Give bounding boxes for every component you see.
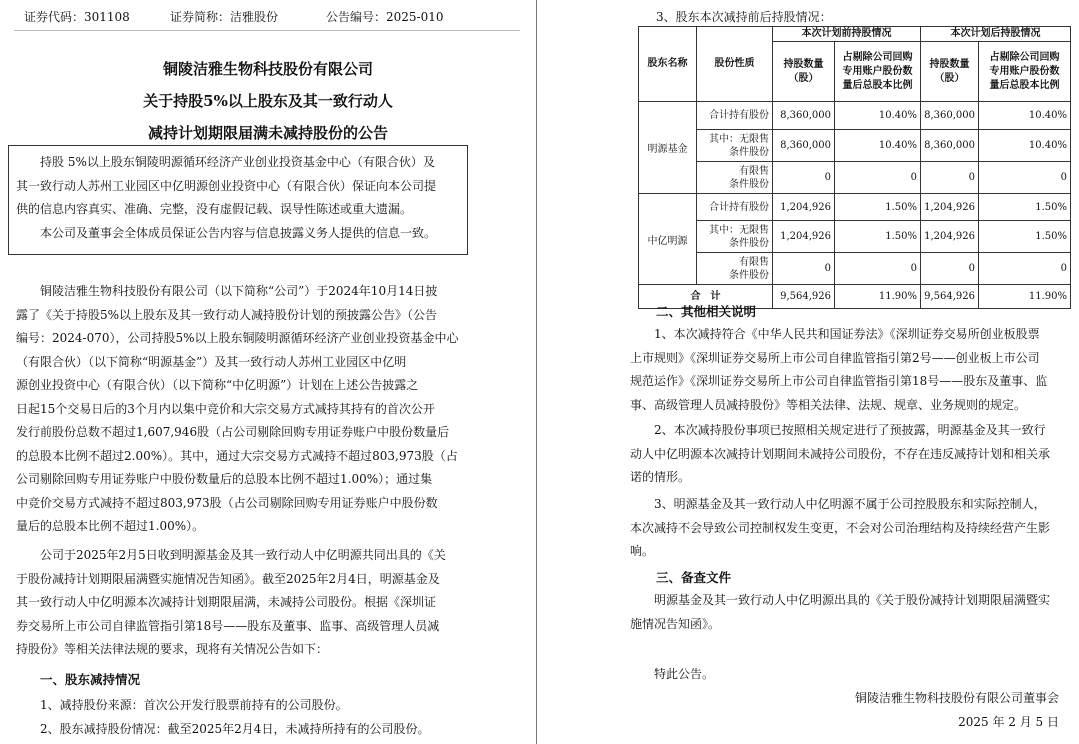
shares-before: 1,204,926 <box>773 194 835 221</box>
para-line: 明源基金及其一致行动人中亿明源出具的《关于股份减持计划期限届满暨实 <box>654 593 1051 607</box>
total-ratio-after: 11.90% <box>979 285 1071 309</box>
group-header-after: 本次计划后持股情况 <box>921 27 1071 42</box>
table-row <box>639 102 1071 130</box>
para-line: 事、高级管理人员减持股份》等相关法律、法规、规章、业务规则的规定。 <box>630 397 1027 412</box>
para-line: 日起15个交易日后的3个月内以集中竞价和大宗交易方式减持其持有的首次公开 <box>16 401 435 416</box>
ratio-before: 1.50% <box>835 194 921 221</box>
para-line: 中竞价交易方式减持不超过803,973股（占公司剔除回购专用证券账户中股份数 <box>16 495 438 510</box>
shares-after: 0 <box>921 253 979 285</box>
para-line: 于股份减持计划期限届满暨实施情况告知函》。截至2025年2月4日，明源基金及 <box>16 571 440 586</box>
para-line: 公司剔除回购专用证券账户中股份数量后的总股本比例不超过1.00%）；通过集 <box>16 472 433 486</box>
section-heading-1: 一、股东减持情况 <box>40 672 141 687</box>
para-line: 券交易所上市公司自律监管指引第18号——股东及董事、监事、高级管理人员减 <box>16 618 440 633</box>
ratio-after: 0 <box>979 162 1071 194</box>
para-line: 规范运作》《深圳证券交易所上市公司自律监管指引第18号——股东及董事、监 <box>630 374 1048 388</box>
para-line: 3、明源基金及其一致行动人中亿明源不属于公司控股股东和实际控制人， <box>654 497 1046 511</box>
para-line: 诺的情形。 <box>630 470 691 484</box>
shares-before: 8,360,000 <box>773 102 835 130</box>
shares-before: 0 <box>773 162 835 194</box>
notification-paragraph <box>16 544 526 662</box>
closing-statement: 特此公告。 <box>654 667 715 681</box>
share-nature: 有限售 条件股份 <box>697 162 773 194</box>
announcement-title-line2: 减持计划期限届满未减持股份的公告 <box>147 124 388 142</box>
share-nature: 合计持有股份 <box>697 194 773 221</box>
para-line: 源创业投资中心（有限合伙）（以下简称“中亿明源”）计划在上述公告披露之 <box>16 378 419 392</box>
para-line: 持股份》等相关法律法规的要求，现将有关情况公告如下： <box>16 642 329 656</box>
para-line: 上市规则》《深圳证券交易所上市公司自律监管指引第2号——创业板上市公司 <box>630 350 1040 365</box>
para-line: 2、本次减持股份事项已按照相关规定进行了预披露，明源基金及其一致行 <box>654 423 1046 437</box>
disclosure-notice <box>16 151 464 245</box>
share-nature: 其中：无限售 条件股份 <box>697 130 773 162</box>
right-page <box>538 0 1079 744</box>
table-row <box>639 194 1071 221</box>
shares-after: 1,204,926 <box>921 194 979 221</box>
para-line: 动人中亿明源本次减持计划期间未减持公司股份，不存在违反减持计划和相关承 <box>630 446 1051 461</box>
col-header-name: 股东名称 <box>639 27 697 102</box>
share-nature: 合计持有股份 <box>697 102 773 130</box>
table-row <box>639 162 1071 194</box>
holder-name: 中亿明源 <box>639 194 697 285</box>
notice-line: 持股 5%以上股东铜陵明源循环经济产业创业投资基金中心（有限合伙）及 <box>40 155 435 169</box>
para-line: 其一致行动人中亿明源本次减持计划期限届满，未减持公司股份。根据《深圳证 <box>16 595 437 609</box>
col-header-nature: 股份性质 <box>697 27 773 102</box>
intro-paragraph <box>16 280 526 539</box>
ratio-before: 10.40% <box>835 130 921 162</box>
ratio-after: 10.40% <box>979 130 1071 162</box>
notice-line: 其一致行动人苏州工业园区中亿明源创业投资中心（有限合伙）保证向本公司提 <box>16 178 437 193</box>
note-compliance <box>630 323 1070 417</box>
shares-before: 0 <box>773 253 835 285</box>
para-line: 本次减持不会导致公司控制权发生变更，不会对公司治理结构及持续经营产生影 <box>630 520 1051 535</box>
ratio-before: 10.40% <box>835 102 921 130</box>
ratio-after: 1.50% <box>979 221 1071 253</box>
total-label: 合 计 <box>639 285 773 309</box>
shares-before: 1,204,926 <box>773 221 835 253</box>
group-header-before: 本次计划前持股情况 <box>773 27 921 42</box>
table-row <box>639 221 1071 253</box>
para-line: （有限合伙）（以下简称“明源基金”）及其一致行动人苏州工业园区中亿明 <box>16 354 407 369</box>
notice-line: 供的信息内容真实、准确、完整，没有虚假记载、误导性陈述或重大遗漏。 <box>16 202 413 216</box>
item-share-source: 1、减持股份来源：首次公开发行股票前持有的公司股份。 <box>40 698 348 712</box>
company-title: 铜陵洁雅生物科技股份有限公司 <box>162 60 373 78</box>
note-predisclosure <box>630 419 1070 490</box>
notice-line: 本公司及董事会全体成员保证公告内容与信息披露义务人提供的信息一致。 <box>40 225 437 240</box>
table-row <box>639 130 1071 162</box>
shares-after: 8,360,000 <box>921 102 979 130</box>
holder-name: 明源基金 <box>639 102 697 194</box>
ratio-after: 1.50% <box>979 194 1071 221</box>
shares-after: 8,360,000 <box>921 130 979 162</box>
ratio-after: 0 <box>979 253 1071 285</box>
shares-after: 0 <box>921 162 979 194</box>
board-signature: 铜陵洁雅生物科技股份有限公司董事会 <box>854 691 1059 705</box>
shares-after: 1,204,926 <box>921 221 979 253</box>
para-line: 铜陵洁雅生物科技股份有限公司（以下简称“公司”）于2024年10月14日披 <box>40 284 438 298</box>
col-header-shares-after: 持股数量 （股） <box>921 42 979 102</box>
ratio-before: 0 <box>835 253 921 285</box>
para-line: 的总股本比例不超过2.00%）。其中，通过大宗交易方式减持不超过803,973股（占 <box>16 448 458 463</box>
stock-code: 证券代码：301108 <box>24 10 130 24</box>
section-heading-2: 二、其他相关说明 <box>656 304 757 319</box>
ratio-before: 1.50% <box>835 221 921 253</box>
para-line: 1、本次减持符合《中华人民共和国证券法》《深圳证券交易所创业板股票 <box>654 327 1040 341</box>
item-holding-change: 3、股东本次减持前后持股情况： <box>656 10 832 24</box>
announcement-number: 公告编号：2025-010 <box>326 10 444 24</box>
para-line: 发行前股份总数不超过1,607,946股（占公司剔除回购专用证券账户中股份数量后 <box>16 425 450 439</box>
share-nature: 其中：无限售 条件股份 <box>697 221 773 253</box>
left-page <box>0 0 536 744</box>
total-ratio-before: 11.90% <box>835 285 921 309</box>
page-divider <box>536 0 537 744</box>
col-header-shares-before: 持股数量 （股） <box>773 42 835 102</box>
holding-table <box>638 26 1071 309</box>
table-row <box>639 253 1071 285</box>
share-nature: 有限售 条件股份 <box>697 253 773 285</box>
announcement-date: 2025 年 2 月 5 日 <box>958 715 1059 729</box>
section-heading-3: 三、备查文件 <box>656 570 732 585</box>
announcement-title-line1: 关于持股5%以上股东及其一致行动人 <box>143 92 393 110</box>
header-rule <box>14 30 520 31</box>
para-line: 施情况告知函》。 <box>630 616 721 631</box>
note-control <box>630 493 1070 564</box>
col-header-ratio-after: 占剔除公司回购 专用账户股份数 量后总股本比例 <box>979 42 1071 102</box>
reference-documents <box>630 589 1070 636</box>
para-line: 露了《关于持股5%以上股东及其一致行动人减持股份计划的预披露公告》（公告 <box>16 307 438 322</box>
para-line: 响。 <box>630 544 655 558</box>
para-line: 公司于2025年2月5日收到明源基金及其一致行动人中亿明源共同出具的《关 <box>40 548 446 562</box>
total-shares-after: 9,564,926 <box>921 285 979 309</box>
shares-before: 8,360,000 <box>773 130 835 162</box>
total-shares-before: 9,564,926 <box>773 285 835 309</box>
ratio-before: 0 <box>835 162 921 194</box>
item-reduction-status: 2、股东减持股份情况：截至2025年2月4日，未减持所持有的公司股份。 <box>40 722 430 736</box>
col-header-ratio-before: 占剔除公司回购 专用账户股份数 量后总股本比例 <box>835 42 921 102</box>
para-line: 编号：2024-070），公司持股5%以上股东铜陵明源循环经济产业创业投资基金中心 <box>16 331 459 345</box>
stock-abbr: 证券简称：洁雅股份 <box>170 10 279 24</box>
para-line: 量后的总股本比例不超过1.00%）。 <box>16 519 205 533</box>
ratio-after: 10.40% <box>979 102 1071 130</box>
